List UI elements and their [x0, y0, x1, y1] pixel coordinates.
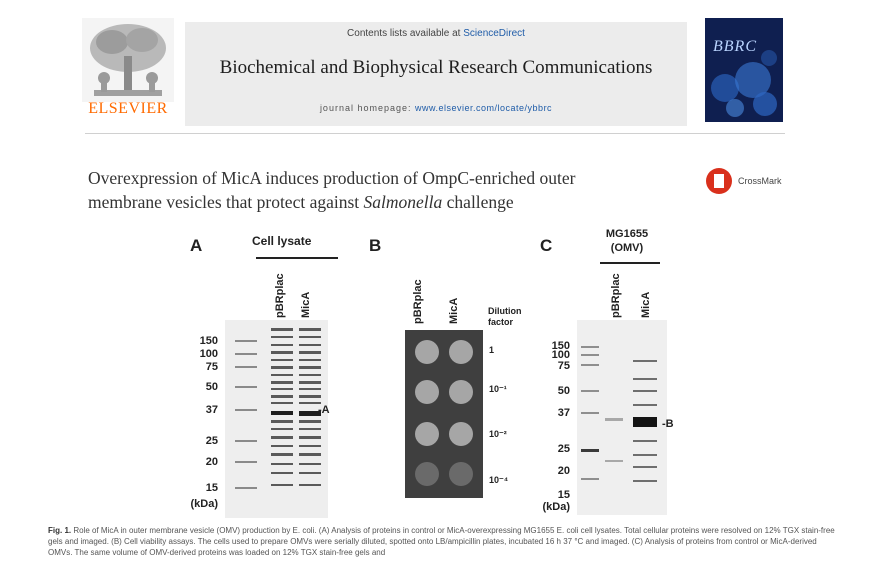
- title-italic: Salmonella: [363, 192, 443, 212]
- panel-c-mw: (kDa): [542, 501, 570, 513]
- caption-text: Role of MicA in outer membrane vesicle (OMV) production by E. coli. (A) Analysis of proteins in control or MicA-overexpressing MG1655 E. coli cell lysates. Total cellular proteins were resolved on 12% TGX stain-free gels and imaged. (B) Cell viability assays. The cells used to prepare OMVs were serially diluted, spotted onto LB/ampicillin plates, incubated 16 h 37 °C and imaged. (C) Analysis of proteins from control or MicA-derived OMVs. The same volume of OMV-derived proteins was loaded on 12% TGX stain-free gels and: [48, 526, 835, 557]
- panel-c-lane-2: MicA: [640, 291, 652, 318]
- crossmark-label[interactable]: CrossMark: [738, 176, 782, 186]
- panel-c-heading-2: (OMV): [610, 242, 644, 254]
- dilution-value: 10⁻¹: [489, 384, 507, 394]
- dilution-value: 10⁻⁴: [489, 475, 509, 485]
- panel-b-letter: B: [369, 236, 382, 255]
- panel-a-mw: 100: [199, 348, 218, 360]
- panel-a-mw: 37: [205, 404, 218, 416]
- panel-a-mw: 20: [205, 456, 218, 468]
- panel-b-lane-2: MicA: [448, 297, 460, 324]
- colony-spot: [449, 462, 473, 486]
- dilution-value: 10⁻²: [489, 429, 507, 439]
- panel-c-mw: 100: [551, 349, 570, 361]
- panel-a-band-annotation: -A: [318, 404, 330, 416]
- panel-a-mw: 150: [199, 335, 218, 347]
- panel-c-mw: 20: [557, 465, 570, 477]
- panel-a-heading: Cell lysate: [252, 234, 312, 248]
- panel-c-heading-rule: [600, 262, 660, 264]
- panel-c-band-annotation: -B: [662, 418, 674, 430]
- contents-line: [185, 28, 687, 39]
- sciencedirect-link[interactable]: ScienceDirect: [463, 28, 525, 39]
- panel-c-mw: 37: [557, 407, 570, 419]
- colony-spot: [415, 380, 439, 404]
- panel-c-mw: 75: [557, 360, 570, 372]
- panel-c-mw: 15: [557, 489, 570, 501]
- cover-title: BBRC: [713, 38, 757, 55]
- homepage-link[interactable]: www.elsevier.com/locate/ybbrc: [415, 103, 553, 113]
- panel-c-mw: 150: [551, 340, 570, 352]
- contents-prefix: Contents lists available at: [347, 28, 461, 39]
- panel-c-mw: 25: [557, 443, 570, 455]
- journal-title: Biochemical and Biophysical Research Communications: [219, 57, 653, 78]
- caption-label: Fig. 1.: [48, 526, 72, 535]
- panel-a-lane-1: pBRplac: [274, 273, 286, 318]
- homepage-prefix: journal homepage:: [319, 103, 412, 113]
- dilution-label-line-2: factor: [488, 317, 514, 327]
- panel-c-mw: 50: [557, 385, 570, 397]
- figure-caption: [48, 525, 838, 558]
- title-line-1: Overexpression of MicA induces production of OmpC-enriched outer: [88, 168, 576, 188]
- panel-a-mw: 15: [205, 482, 218, 494]
- panel-c-gel-image: [577, 320, 667, 515]
- colony-spot: [415, 340, 439, 364]
- panel-b-plate-image: [405, 330, 483, 498]
- colony-spot: [415, 462, 439, 486]
- panel-a-mw: 25: [205, 435, 218, 447]
- header-divider: [85, 133, 785, 134]
- panel-c-heading-1: MG1655: [605, 228, 649, 240]
- dilution-label-line-1: Dilution: [488, 306, 522, 316]
- panel-a-heading-rule: [256, 257, 338, 259]
- title-line-2: membrane vesicles that protect against Salmonella challenge: [88, 192, 514, 212]
- panel-a-mw: (kDa): [190, 498, 218, 510]
- publisher-name: ELSEVIER: [88, 100, 168, 117]
- panel-a-letter: A: [190, 236, 203, 255]
- colony-spot: [449, 380, 473, 404]
- panel-b-lane-1: pBRplac: [412, 279, 424, 324]
- colony-spot: [415, 422, 439, 446]
- panel-c-letter: C: [540, 236, 553, 255]
- panel-a-lane-2: MicA: [300, 291, 312, 318]
- panel-c-lane-1: pBRplac: [610, 273, 622, 318]
- journal-cover: [705, 18, 783, 122]
- panel-a-mw: 75: [205, 361, 218, 373]
- homepage-line: [185, 103, 687, 113]
- colony-spot: [449, 340, 473, 364]
- article-title: [88, 166, 698, 214]
- colony-spot: [449, 422, 473, 446]
- crossmark-bookmark-icon: [714, 174, 724, 188]
- dilution-value: 1: [489, 345, 495, 355]
- panel-a-gel-image: [225, 320, 328, 518]
- panel-a-mw: 50: [205, 381, 218, 393]
